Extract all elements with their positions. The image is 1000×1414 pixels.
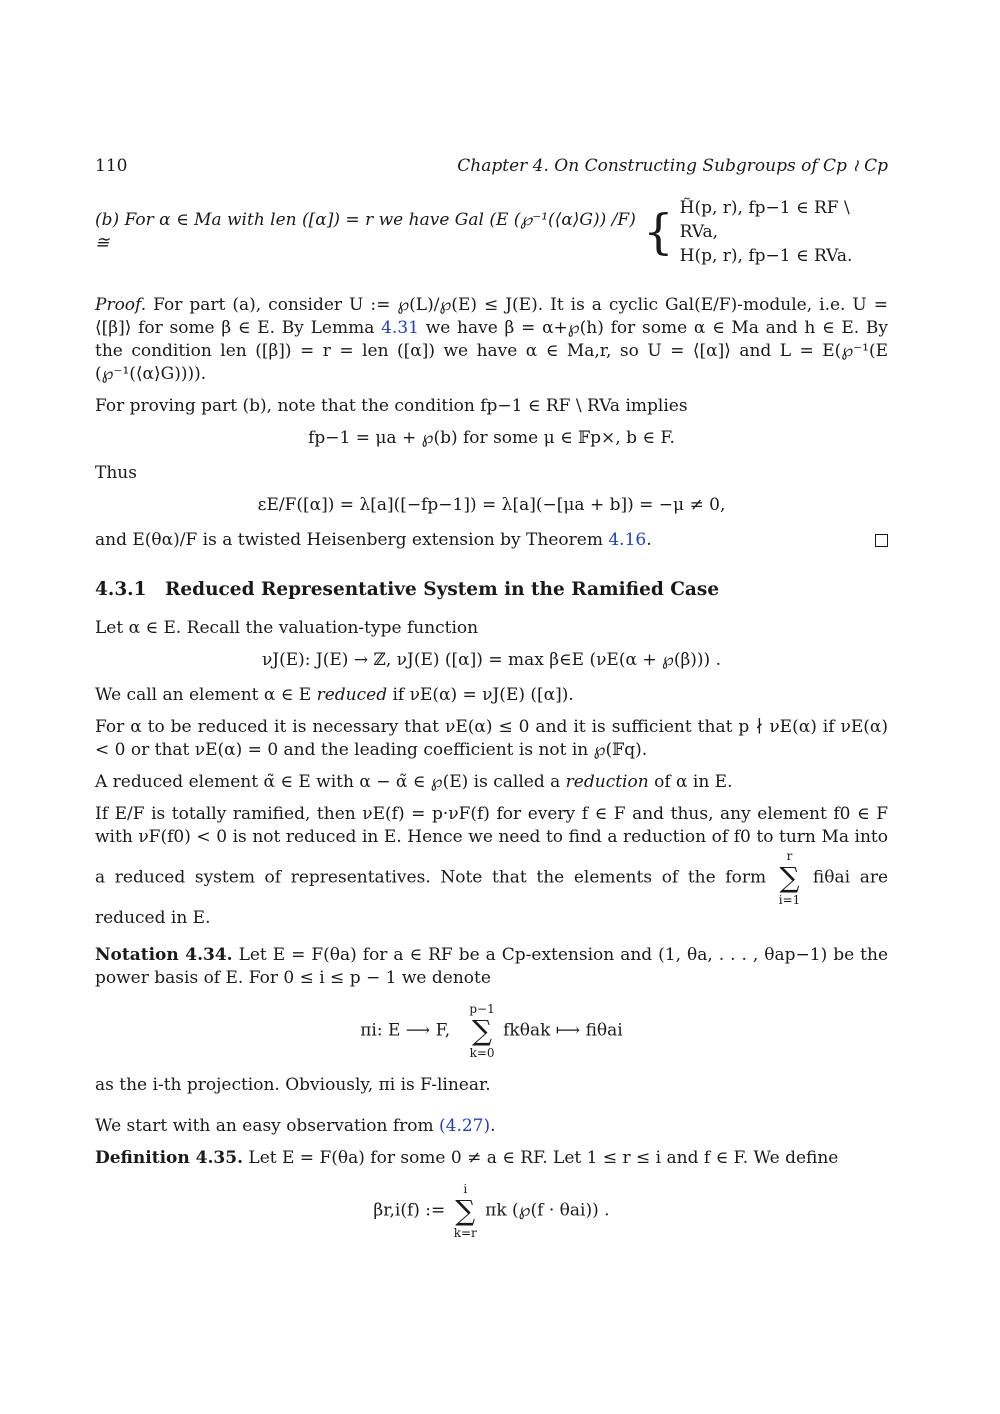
lemma-link[interactable]: 4.31	[381, 318, 419, 338]
equation-projection: πi: E ⟶ F, p−1 ∑ k=0 fkθak ⟼ fiθai	[360, 1002, 623, 1060]
case-untwisted: H(p, r), fp−1 ∈ RVa.	[679, 246, 853, 266]
sum-symbol: p−1 ∑ k=0	[469, 1002, 495, 1060]
proof-part-b: For proving part (b), note that the condition fp−1 ∈ RF \ RVa implies	[95, 396, 688, 416]
paragraph-ramified: If E/F is totally ramified, then νE(f) = p·νF(f) for every f ∈ F and thus, any element f0 ∈ F with νF(f0) < 0 is not reduced in E. Hence we need to find a reduction of f0 to turn Ma into a reduced system of representatives. Note that the elements of the form r ∑ i=1 fiθai are reduced in E.	[95, 804, 889, 928]
paragraph-reduced-conditions: For α to be reduced it is necessary that νE(α) ≤ 0 and it is sufficient that p ∤ νE(α) if νE(α) < 0 or that νE(α) = 0 and the leading coefficient is not in ℘(𝔽q).	[95, 717, 888, 760]
cases-block	[643, 196, 888, 268]
left-brace: {	[643, 204, 674, 260]
notation-paragraph: Notation 4.34. Let E = F(θa) for a ∈ RF be a Cp-extension and (1, θa, . . . , θap−1) be the power basis of E. For 0 ≤ i ≤ p − 1 we denote	[95, 945, 889, 988]
part-b-statement	[95, 196, 888, 268]
equation-beta: βr,i(f) := i ∑ k=r πk (℘(f · θai)) .	[373, 1182, 610, 1240]
thus-text: Thus	[95, 463, 137, 483]
paragraph-valuation: Let α ∈ E. Recall the valuation-type function	[95, 618, 479, 638]
proof-paragraph: Proof. For part (a), consider U := ℘(L)/℘(E) ≤ J(E). It is a cyclic Gal(E/F)-module, i.e. U = ⟨[β]⟩ for some β ∈ E. By Lemma 4.31 we have β = α+℘(h) for some α ∈ Ma and h ∈ E. By the condition len ([β]) = r = len ([α]) we have α ∈ Ma,r, so U = ⟨[α]⟩ and L = E(℘⁻¹(E (℘⁻¹(⟨α⟩G)))).	[95, 295, 889, 384]
running-header	[95, 155, 888, 178]
observation-paragraph: We start with an easy observation from (4.27).	[95, 1116, 496, 1136]
chapter-title: Chapter 4. On Constructing Subgroups of Cp ≀ Cp	[457, 156, 888, 176]
case-twisted: H̃(p, r), fp−1 ∈ RF \ RVa,	[679, 198, 850, 242]
part-b-label: (b) For α ∈ Ma with len ([α]) = r we have Gal (E (℘⁻¹(⟨α⟩G)) /F) ≅	[95, 210, 636, 253]
definition-label: Definition 4.35.	[95, 1148, 243, 1168]
paragraph-reduction-def: A reduced element α̃ ∈ E with α − α̃ ∈ ℘(E) is called a reduction of α in E.	[95, 772, 733, 792]
proof-conclusion: and E(θα)/F is a twisted Heisenberg extension by Theorem 4.16.	[95, 529, 888, 552]
section-title: Reduced Representative System in the Ramified Case	[165, 579, 720, 600]
theorem-link[interactable]: 4.16	[608, 530, 647, 550]
proof-label: Proof.	[95, 295, 147, 315]
sum-symbol: r ∑ i=1	[778, 849, 801, 907]
paragraph-reduced-def: We call an element α ∈ E reduced if νE(α) = νJ(E) ([α]).	[95, 685, 574, 705]
section-number: 4.3.1	[95, 579, 147, 600]
equation-f: fp−1 = μa + ℘(b) for some μ ∈ 𝔽p×, b ∈ F.	[308, 428, 675, 448]
qed-box-icon	[875, 534, 888, 547]
page-number: 110	[95, 156, 128, 176]
equation-epsilon: εE/F([α]) = λ[a]([−fp−1]) = λ[a](−[μa + b]) = −μ ≠ 0,	[257, 495, 726, 515]
section-heading	[95, 578, 888, 601]
notation-label: Notation 4.34.	[95, 945, 233, 965]
definition-paragraph: Definition 4.35. Let E = F(θa) for some 0 ≠ a ∈ RF. Let 1 ≤ r ≤ i and f ∈ F. We define	[95, 1148, 839, 1168]
sum-symbol: i ∑ k=r	[453, 1182, 477, 1240]
page	[95, 155, 888, 1254]
equation-link[interactable]: (4.27)	[439, 1116, 491, 1136]
projection-note: as the i-th projection. Obviously, πi is F-linear.	[95, 1075, 491, 1095]
equation-valuation: νJ(E): J(E) → ℤ, νJ(E) ([α]) = max β∈E (νE(α + ℘(β))) .	[261, 650, 722, 670]
